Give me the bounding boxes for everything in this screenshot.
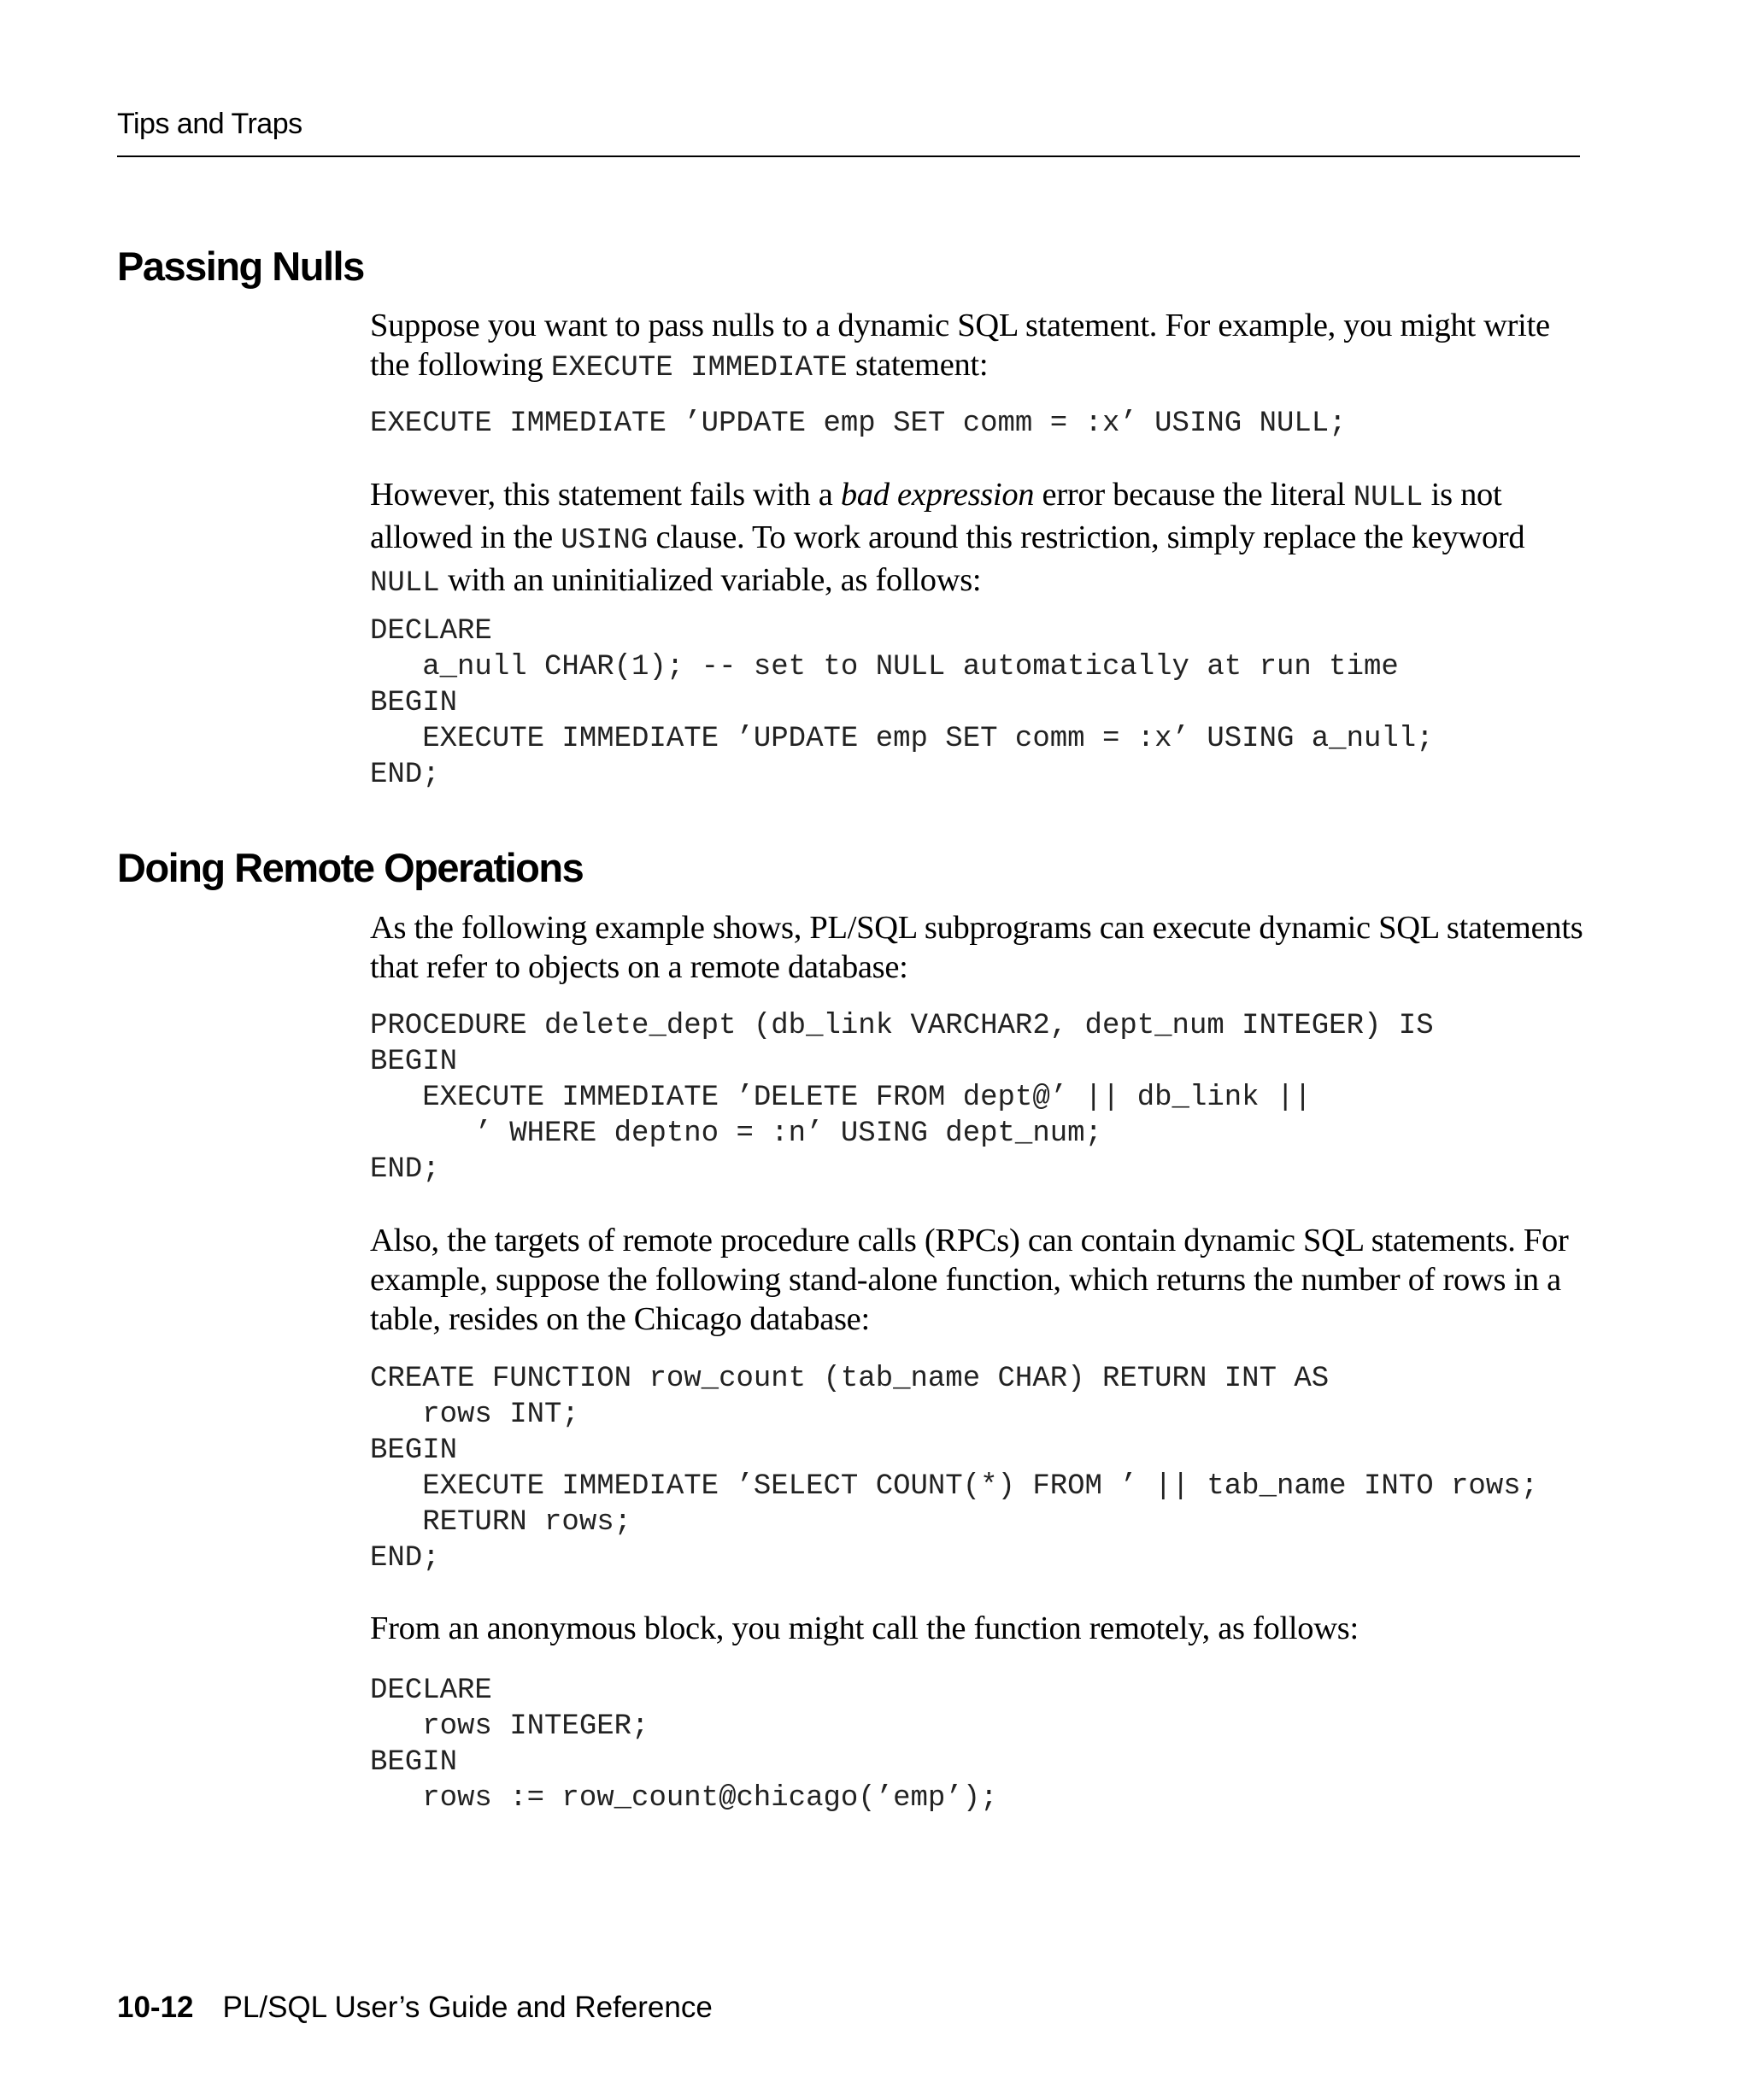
code-block-declare-a-null xyxy=(370,613,1434,793)
book-title: PL/SQL User’s Guide and Reference xyxy=(222,1991,713,2024)
paragraph-text: with an uninitialized variable, as follows: xyxy=(439,562,982,598)
remote-operations-intro-paragraph: As the following example shows, PL/SQL subprograms can execute dynamic SQL statements that refer to objects on a remote database: xyxy=(370,910,1583,985)
running-header: Tips and Traps xyxy=(117,108,302,140)
code-block-delete-dept xyxy=(370,1008,1434,1188)
page-footer xyxy=(117,1991,713,2025)
code-line: RETURN rows; xyxy=(370,1506,632,1539)
emphasis-text: bad expression xyxy=(840,477,1035,513)
code-line: PROCEDURE delete_dept (db_link VARCHAR2, dept_num INTEGER) IS xyxy=(370,1010,1434,1042)
code-line: END; xyxy=(370,1542,440,1575)
paragraph-text: error because the literal xyxy=(1034,477,1354,513)
section-heading-passing-nulls: Passing Nulls xyxy=(117,243,364,289)
code-block-row-count-function xyxy=(370,1361,1538,1576)
code-line: EXECUTE IMMEDIATE ’SELECT COUNT(*) FROM ’ || tab_name INTO rows; xyxy=(370,1470,1539,1503)
code-line: EXECUTE IMMEDIATE ’DELETE FROM dept@’ || db_link || xyxy=(370,1082,1312,1114)
code-block-anonymous-block xyxy=(370,1673,998,1816)
paragraph-text: is not allowed in the xyxy=(370,477,1502,555)
inline-code: EXECUTE IMMEDIATE xyxy=(550,352,848,384)
code-line: DECLARE xyxy=(370,615,492,648)
inline-code: NULL xyxy=(370,567,440,600)
header-rule xyxy=(117,155,1580,157)
code-block-execute-null xyxy=(370,406,1347,442)
code-line: END; xyxy=(370,1153,440,1186)
paragraph-text: However, this statement fails with a xyxy=(370,477,841,513)
code-line: rows INTEGER; xyxy=(370,1710,649,1743)
code-line: EXECUTE IMMEDIATE ’UPDATE emp SET comm = :x’ USING a_null; xyxy=(370,723,1434,755)
code-line: BEGIN xyxy=(370,1046,458,1078)
code-line: BEGIN xyxy=(370,687,458,719)
inline-code: NULL xyxy=(1353,482,1424,514)
passing-nulls-workaround-paragraph xyxy=(370,475,1583,603)
code-line: BEGIN xyxy=(370,1746,458,1779)
code-line: BEGIN xyxy=(370,1434,458,1467)
page-number: 10-12 xyxy=(117,1991,194,2024)
code-line: DECLARE xyxy=(370,1675,492,1707)
remote-rpc-paragraph: Also, the targets of remote procedure calls (RPCs) can contain dynamic SQL statements. For example, suppose the following stand-alone function, which returns the number of rows in a table, resides on the Chicago database: xyxy=(370,1223,1569,1337)
code-line: a_null CHAR(1); -- set to NULL automatically at run time xyxy=(370,651,1399,683)
paragraph-text: Suppose you want to pass nulls to a dynamic SQL statement. For example, you might write the following xyxy=(370,308,1550,383)
remote-call-paragraph: From an anonymous block, you might call the function remotely, as follows: xyxy=(370,1610,1359,1646)
section-heading-remote-operations: Doing Remote Operations xyxy=(117,845,584,890)
code-line: EXECUTE IMMEDIATE ’UPDATE emp SET comm = :x’ USING NULL; xyxy=(370,408,1347,440)
paragraph-text: clause. To work around this restriction, simply replace the keyword xyxy=(648,519,1525,555)
code-line: CREATE FUNCTION row_count (tab_name CHAR) RETURN INT AS xyxy=(370,1363,1330,1395)
code-line: END; xyxy=(370,759,440,791)
code-line: rows := row_count@chicago(’emp’); xyxy=(370,1782,998,1815)
code-line: rows INT; xyxy=(370,1399,579,1431)
passing-nulls-intro-paragraph xyxy=(370,306,1583,388)
inline-code: USING xyxy=(561,525,649,557)
paragraph-text: statement: xyxy=(847,347,989,383)
code-line: ’ WHERE deptno = :n’ USING dept_num; xyxy=(370,1117,1102,1150)
